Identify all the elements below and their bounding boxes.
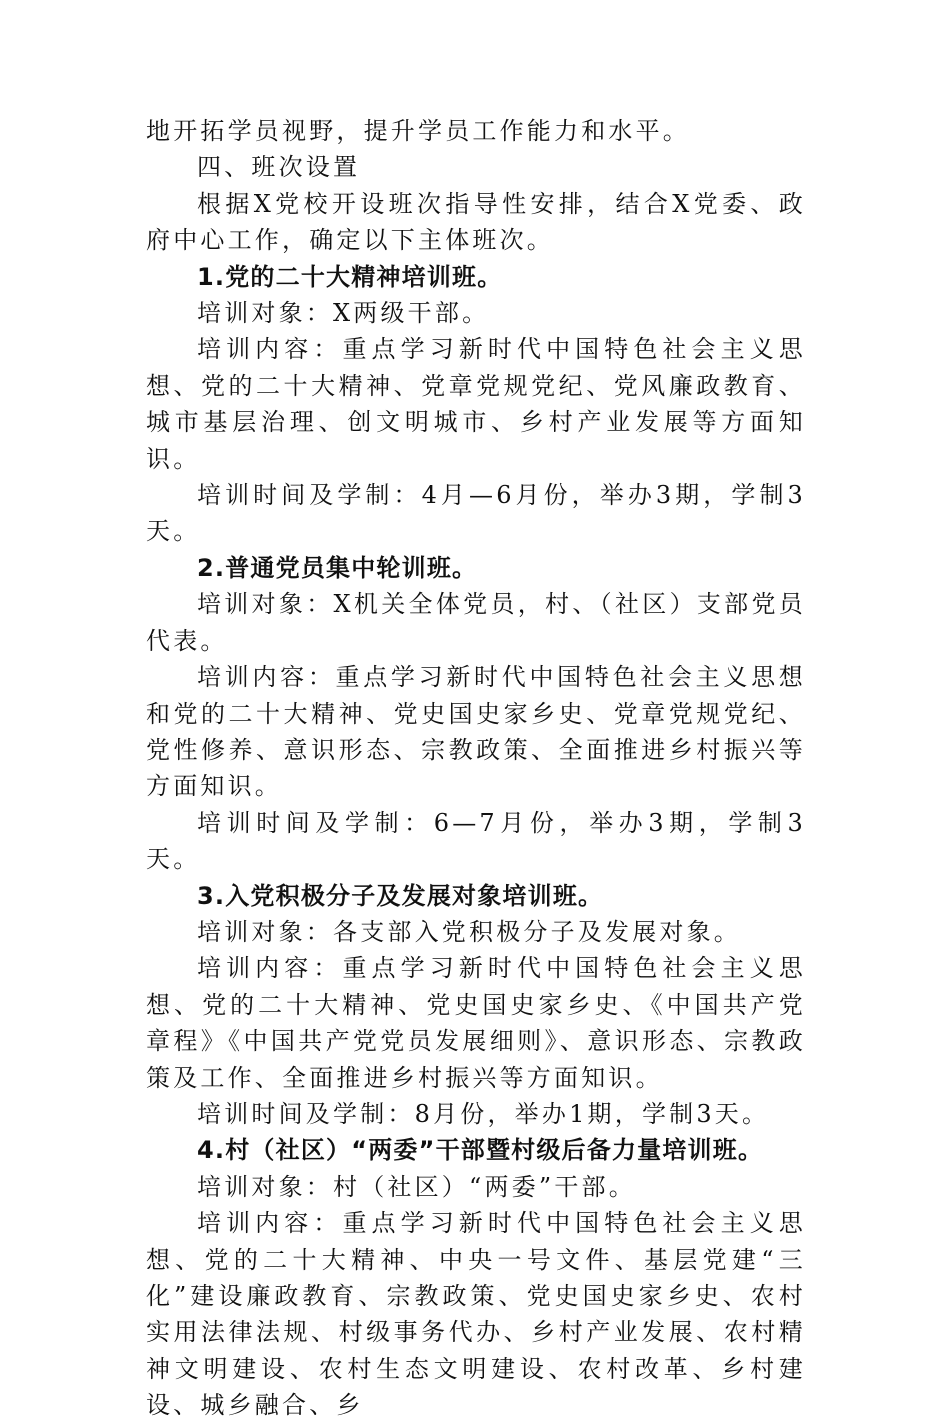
class-2-content: 培训内容：重点学习新时代中国特色社会主义思想和党的二十大精神、党史国史家乡史、党章党规党纪、党性修养、意识形态、宗教政策、全面推进乡村振兴等方面知识。: [146, 663, 806, 801]
section-heading: 四、班次设置: [197, 153, 361, 182]
class-4-title: 4.村（社区）“两委”干部暨村级后备力量培训班。: [197, 1136, 764, 1165]
class-2-title: 2.普通党员集中轮训班。: [197, 553, 478, 582]
class-1-schedule: 培训时间及学制：4月—6月份，举办3期，学制3天。: [146, 481, 806, 546]
class-3-schedule: 培训时间及学制：8月份，举办1期，学制3天。: [197, 1099, 770, 1128]
document-page: [146, 113, 806, 1424]
class-4-content: 培训内容：重点学习新时代中国特色社会主义思想、党的二十大精神、中央一号文件、基层党建“三化”建设廉政教育、宗教政策、党史国史家乡史、农村实用法律法规、村级事务代办、乡村产业发展、农村精神文明建设、农村生态文明建设、农村改革、乡村建设、城乡融合、乡: [146, 1209, 806, 1420]
paragraph-0: 地开拓学员视野，提升学员工作能力和水平。: [146, 117, 690, 145]
class-1-title: 1.党的二十大精神培训班。: [197, 262, 503, 291]
paragraph-intro: 根据X党校开设班次指导性安排，结合X党委、政府中心工作，确定以下主体班次。: [146, 189, 806, 255]
class-4-target: 培训对象：村（社区）“两委”干部。: [197, 1172, 636, 1201]
class-2-schedule: 培训时间及学制：6—7月份，举办3期，学制3天。: [146, 808, 806, 874]
class-1-target: 培训对象：X两级干部。: [197, 299, 490, 328]
class-3-target: 培训对象：各支部入党积极分子及发展对象。: [197, 917, 741, 946]
class-2-target: 培训对象：X机关全体党员，村、（社区）支部党员代表。: [146, 590, 806, 655]
class-3-content: 培训内容：重点学习新时代中国特色社会主义思想、党的二十大精神、党史国史家乡史、《中国共产党章程》《中国共产党党员发展细则》、意识形态、宗教政策及工作、全面推进乡村振兴等方面知识。: [146, 954, 806, 1092]
class-1-content: 培训内容：重点学习新时代中国特色社会主义思想、党的二十大精神、党章党规党纪、党风廉政教育、城市基层治理、创文明城市、乡村产业发展等方面知识。: [146, 335, 806, 473]
class-3-title: 3.入党积极分子及发展对象培训班。: [197, 881, 604, 910]
